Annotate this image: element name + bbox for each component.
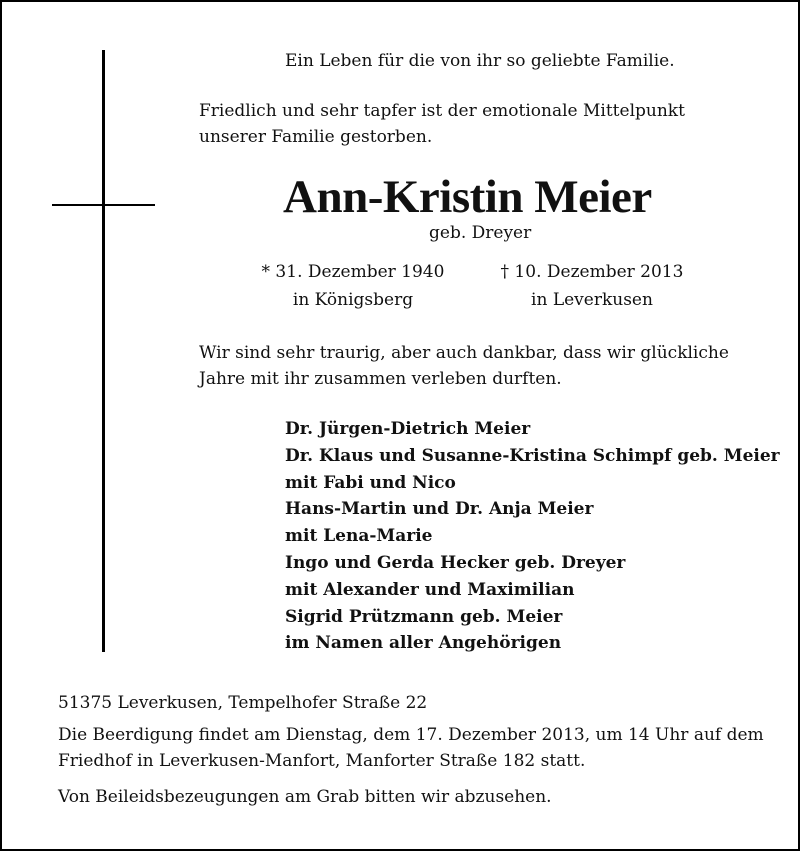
family-member: Ingo und Gerda Hecker geb. Dreyer: [285, 552, 626, 573]
family-member: Dr. Klaus und Susanne-Kristina Schimpf geb. Meier: [285, 445, 780, 466]
maiden-name: geb. Dreyer: [429, 223, 532, 243]
cross-horizontal-bar: [52, 204, 155, 206]
cross-vertical-bar: [102, 50, 105, 652]
birth-date: * 31. Dezember 1940: [261, 262, 445, 282]
family-list: [285, 416, 780, 657]
intro-line: Ein Leben für die von ihr so geliebte Familie.: [285, 51, 675, 71]
family-member: mit Fabi und Nico: [285, 472, 456, 493]
death-date: † 10. Dezember 2013: [500, 262, 684, 282]
family-member: mit Lena-Marie: [285, 526, 433, 547]
birth-place: in Königsberg: [292, 290, 414, 310]
condolence-note: Von Beileidsbezeugungen am Grab bitten wir abzusehen.: [58, 787, 552, 807]
death-place: in Leverkusen: [531, 290, 653, 310]
death-info: [482, 259, 702, 313]
birth-info: [243, 259, 463, 313]
family-member: mit Alexander und Maximilian: [285, 579, 575, 600]
gratitude-text: Wir sind sehr traurig, aber auch dankbar, dass wir glückliche Jahre mit ihr zusammen verleben durften.: [199, 343, 729, 389]
family-member: Hans-Martin und Dr. Anja Meier: [285, 499, 594, 520]
family-member: Sigrid Prützmann geb. Meier: [285, 606, 563, 627]
death-announcement-text: Friedlich und sehr tapfer ist der emotionale Mittelpunkt unserer Familie gestorben.: [199, 101, 685, 147]
deceased-name: Ann-Kristin Meier: [283, 171, 652, 223]
family-member: Dr. Jürgen-Dietrich Meier: [285, 419, 531, 439]
family-member: im Namen aller Angehörigen: [285, 633, 562, 654]
funeral-details: Die Beerdigung findet am Dienstag, dem 17. Dezember 2013, um 14 Uhr auf dem Friedhof in Leverkusen-Manfort, Manforter Straße 182 statt.: [58, 725, 764, 771]
address: 51375 Leverkusen, Tempelhofer Straße 22: [58, 693, 428, 713]
